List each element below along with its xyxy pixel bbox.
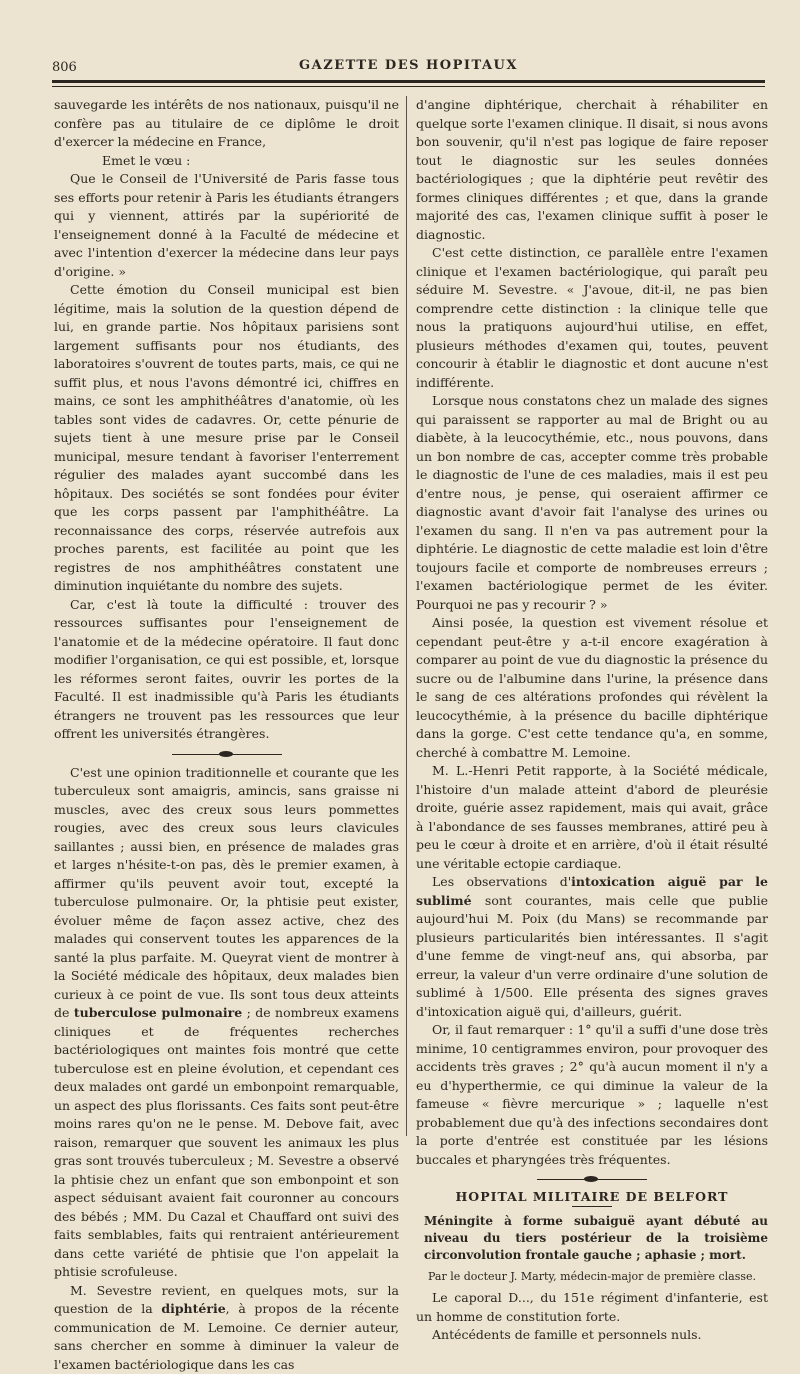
bold-term: tuberculose pulmonaire: [74, 1005, 242, 1020]
paragraph: Cette émotion du Conseil municipal est bien légitime, mais la solution de la question dépend de lui, en grande partie. Nos hôpitaux parisiens sont largement suffisants pour nos étudiants, des laboratoires s'ouvrent de toutes parts, mais, ce qui ne suffit plus, et nous l'avons démontré ici, chiffres en mains, ce sont les amphithéâtres d'anatomie, où les tables sont vides de cadavres. Or, cette pénurie de sujets tient à une mesure prise par le Conseil municipal, mesure tendant à favoriser l'enterrement régulier des malades ayant succombé dans les hôpitaux. Des sociétés se sont fondées pour éviter que les corps passent par l'amphithéâtre. La reconnaissance des corps, réservée autrefois aux proches parents, est facilitée au point que les registres de nos amphithéâtres constatent une diminution inquiétante du nombre des sujets.: [54, 281, 399, 596]
text-run: sont courantes, mais celle que publie aujourd'hui M. Poix (du Mans) se recommande par plusieurs particularités bien intéressantes. Il s'agit d'une femme de vingt-neuf ans, qui absorba, par erreur, la valeur d'un verre ordinaire d'une solution de sublimé à 1/500. Elle présenta des signes graves d'intoxication aiguë qui, d'ailleurs, guérit.: [416, 893, 768, 1019]
paragraph: sauvegarde les intérêts de nos nationaux, puisqu'il ne confère pas au titulaire de ce diplôme le droit d'exercer la médecine en France,: [54, 96, 399, 152]
section-title: HOPITAL MILITAIRE DE BELFORT: [416, 1189, 768, 1204]
text-run: M. Sevestre revient, en quelques mots, sur la question de la: [54, 1283, 399, 1317]
byline: Par le docteur J. Marty, médecin-major de première classe.: [416, 1270, 768, 1283]
paragraph: Or, il faut remarquer : 1° qu'il a suffi d'une dose très minime, 10 centigrammes environ, pour provoquer des accidents très graves ; 2° qu'à aucun moment il n'y a eu d'hyperthermie, ce qui diminue la valeur de la fameuse « fièvre mercurique » ; laquelle n'est probablement due qu'à des infections secondaires dont la porte d'entrée est constituée par les lésions buccales et pharyngées très fréquentes.: [416, 1021, 768, 1169]
text-run: C'est une opinion traditionnelle et courante que les tuberculeux sont amaigris, amincis, sans graisse ni muscles, avec des creux sous leurs pommettes rougies, avec des creux sous leurs clavicules saillantes ; aussi bien, en présence de malades gras et larges n'hésite-t-on pas, dès le premier examen, à affirmer qu'ils peuvent avoir tout, excepté la tuberculose pulmonaire. Or, la phtisie peut exister, évoluer même de façon assez active, chez des malades qui conservent toutes les apparences de la santé la plus parfaite. M. Queyrat vient de montrer à la Société médicale des hôpitaux, deux malades bien curieux à ce point de vue. Ils sont tous deux atteints de: [54, 765, 399, 1021]
bold-term: diphtérie: [161, 1301, 225, 1316]
paragraph: [54, 764, 399, 1282]
paragraph: d'angine diphtérique, cherchait à réhabiliter en quelque sorte l'examen clinique. Il disait, si nous avons bon souvenir, qu'il n'est pas logique de faire reposer tout le diagnostic sur les seules données bactériologiques ; que la diphtérie peut revêtir des formes cliniques différentes ; et que, dans la grande majorité des cas, l'examen clinique suffit à poser le diagnostic.: [416, 96, 768, 244]
page-number: 806: [52, 60, 77, 75]
right-column: [416, 96, 768, 1345]
section-separator: [537, 1174, 647, 1184]
text-run: , à propos de la récente communication de M. Lemoine. Ce dernier auteur, sans chercher en somme à diminuer la valeur de l'examen bactériologique dans les cas: [54, 1301, 399, 1372]
paragraph: Lorsque nous constatons chez un malade des signes qui paraissent se rapporter au mal de Bright ou au diabète, à la leucocythémie, etc., nous pouvons, dans un bon nombre de cas, accepter comme très probable le diagnostic de l'une de ces maladies, mais il est peu d'entre nous, je pense, qui oseraient affirmer ce diagnostic avant d'avoir fait l'analyse des urines ou l'examen du sang. Il n'en va pas autrement pour la diphtérie. Le diagnostic de cette maladie est loin d'être toujours facile et comporte de nombreuses erreurs ; l'examen bactériologique permet de les éviter. Pourquoi ne pas y recourir ? »: [416, 392, 768, 614]
case-title: Méningite à forme subaiguë ayant débuté au niveau du tiers postérieur de la troisième circonvolution frontale gauche ; aphasie ; mort.: [424, 1213, 768, 1264]
column-divider: [406, 96, 407, 1136]
paragraph: Antécédents de famille et personnels nuls.: [416, 1326, 768, 1345]
paragraph: Que le Conseil de l'Université de Paris fasse tous ses efforts pour retenir à Paris les étudiants étrangers qui y viennent, attirés par la supériorité de l'enseignement donné à la Faculté de médecine et avec l'intention d'exercer la médecine dans leur pays d'origine. »: [54, 170, 399, 281]
left-column: [54, 96, 399, 1374]
paragraph: Car, c'est là toute la difficulté : trouver des ressources suffisantes pour l'enseignement de l'anatomie et de la médecine opératoire. Il faut donc modifier l'organisation, ce qui est possible, et, lorsque les réformes seront faites, ouvrir les portes de la Faculté. Il est inadmissible qu'à Paris les étudiants étrangers ne trouvent pas les ressources que leur offrent les universités étrangères.: [54, 596, 399, 744]
header-rule-thin: [52, 86, 765, 87]
paragraph: Le caporal D..., du 151e régiment d'infanterie, est un homme de constitution forte.: [416, 1289, 768, 1326]
paragraph: [54, 1282, 399, 1374]
paragraph: C'est cette distinction, ce parallèle entre l'examen clinique et l'examen bactériologique, qui paraît peu séduire M. Sevestre. « J'avoue, dit-il, ne pas bien comprendre cette distinction : la clinique telle que nous la pratiquons aujourd'hui utilise, en effet, plusieurs méthodes d'examen qui, toutes, peuvent concourir à établir le diagnostic et dont aucune n'est indifférente.: [416, 244, 768, 392]
short-rule: [572, 1206, 612, 1207]
paragraph: M. L.-Henri Petit rapporte, à la Société médicale, l'histoire d'un malade atteint d'abord de pleurésie droite, guérie assez rapidement, mais qui avait, grâce à l'abondance de ses fausses membranes, attiré peu à peu le cœur à droite et en arrière, d'où il était résulté une véritable ectopie cardiaque.: [416, 762, 768, 873]
paragraph: Ainsi posée, la question est vivement résolue et cependant peut-être y a-t-il encore exagération à comparer au point de vue du diagnostic la présence du sucre ou de l'albumine dans l'urine, la présence dans le sang de ces altérations profondes qui révèlent la leucocythémie, à la présence du bacille diphtérique dans la gorge. C'est cette tendance qu'a, en somme, cherché à combattre M. Lemoine.: [416, 614, 768, 762]
text-run: Les observations d': [432, 874, 571, 889]
page-header: [52, 58, 765, 80]
paragraph: Emet le vœu :: [54, 152, 399, 171]
header-rule-thick: [52, 80, 765, 83]
text-run: ; de nombreux examens cliniques et de fréquentes recherches bactériologiques ont maintes fois montré que cette tuberculose est en pleine évolution, et cependant ces deux malades ont gardé un embonpoint remarquable, un aspect des plus florissants. Ces faits sont peut-être moins rares qu'on ne le pense. M. Debove fait, avec raison, remarquer que souvent les animaux les plus gras sont trouvés tuberculeux ; M. Sevestre a observé la phtisie chez un enfant que son embonpoint et son aspect séduisant avaient fait couronner au concours des bébés ; MM. Du Cazal et Chauffard ont suivi des faits semblables, faits qui rentraient antérieurement dans cette variété de phtisie que l'on appelait la phtisie scrofuleuse.: [54, 1005, 399, 1279]
journal-title: GAZETTE DES HOPITAUX: [52, 58, 765, 73]
bold-term: intoxication aiguë par le sublimé: [416, 874, 768, 908]
paragraph: [416, 873, 768, 1021]
section-separator: [172, 749, 282, 759]
